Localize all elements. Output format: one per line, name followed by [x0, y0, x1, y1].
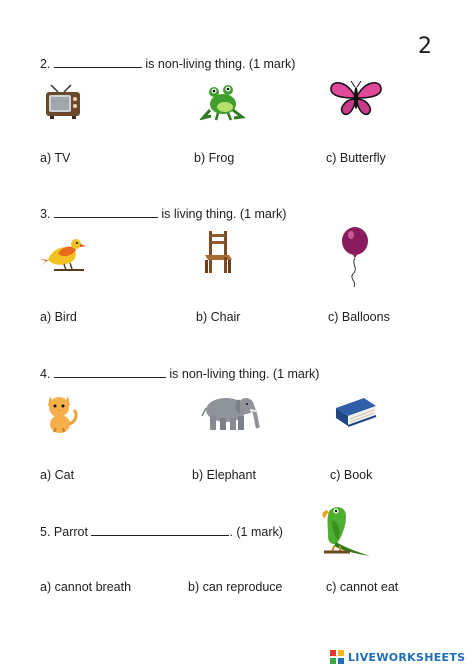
- bird-icon: [40, 234, 88, 274]
- parrot-icon: [316, 502, 372, 558]
- question-text: is non-living thing. (1 mark): [169, 367, 320, 381]
- footer-brand: LIVEWORKSHEETS: [348, 650, 466, 664]
- option-c[interactable]: c) Book: [330, 468, 373, 482]
- butterfly-icon: [328, 78, 384, 118]
- option-a[interactable]: a) cannot breath: [40, 580, 132, 594]
- option-a[interactable]: a) Bird: [40, 310, 77, 324]
- liveworksheets-logo-icon: [330, 650, 344, 664]
- book-icon: [334, 394, 378, 428]
- liveworksheets-logo: [330, 648, 465, 666]
- answer-blank[interactable]: [54, 56, 142, 68]
- answer-blank[interactable]: [91, 524, 229, 536]
- option-b[interactable]: b) Elephant: [192, 468, 256, 482]
- option-b[interactable]: b) Chair: [196, 310, 241, 324]
- tv-icon: [44, 84, 84, 120]
- frog-icon: [200, 80, 246, 122]
- option-c[interactable]: c) Balloons: [328, 310, 390, 324]
- page-number: 2: [418, 34, 432, 59]
- option-b[interactable]: b) can reproduce: [188, 580, 283, 594]
- question-number: 5.: [40, 525, 51, 539]
- question-number: 4.: [40, 367, 51, 381]
- balloon-icon: [340, 226, 370, 288]
- question-text: is non-living thing. (1 mark): [145, 57, 296, 71]
- question-number: 3.: [40, 207, 51, 221]
- chair-icon: [202, 230, 234, 274]
- option-b[interactable]: b) Frog: [194, 151, 235, 165]
- elephant-icon: [200, 392, 262, 432]
- question-3: [40, 206, 286, 221]
- answer-blank[interactable]: [54, 206, 158, 218]
- question-4: [40, 366, 319, 381]
- answer-blank[interactable]: [54, 366, 166, 378]
- question-text: is living thing. (1 mark): [161, 207, 287, 221]
- option-c[interactable]: c) cannot eat: [326, 580, 399, 594]
- question-number: 2.: [40, 57, 51, 71]
- question-prefix: Parrot: [53, 525, 88, 539]
- question-5: [40, 524, 283, 539]
- option-a[interactable]: a) Cat: [40, 468, 75, 482]
- question-2: [40, 56, 295, 71]
- option-c[interactable]: c) Butterfly: [326, 151, 386, 165]
- cat-icon: [44, 392, 80, 434]
- question-text: . (1 mark): [229, 525, 283, 539]
- option-a[interactable]: a) TV: [40, 151, 71, 165]
